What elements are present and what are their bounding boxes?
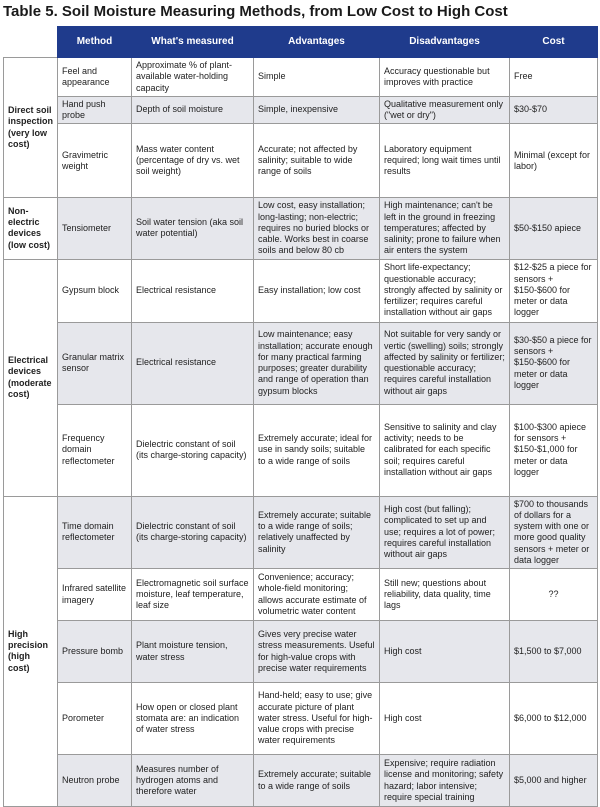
- advantages-cell: Easy installation; low cost: [254, 259, 380, 322]
- measured-cell: Electrical resistance: [132, 322, 254, 404]
- disadvantages-cell: High maintenance; can't be left in the ground in freezing temperatures; affected by salinity; prone to failure when air enters the system: [380, 198, 510, 259]
- category-cell: Direct soil inspection (very low cost): [4, 58, 58, 198]
- method-cell: Time domain reflectometer: [58, 496, 132, 569]
- method-cell: Gravimetric weight: [58, 124, 132, 198]
- category-cell: Electrical devices (moderate cost): [4, 259, 58, 496]
- disadvantages-cell: Sensitive to salinity and clay activity; needs to be calibrated for each specific soil; requires careful installation without air gaps: [380, 404, 510, 496]
- category-cell: High precision (high cost): [4, 496, 58, 807]
- method-cell: Tensiometer: [58, 198, 132, 259]
- advantages-cell: Convenience; accuracy; whole-field monitoring; allows accurate estimate of volumetric water content: [254, 569, 380, 621]
- table-row: [4, 569, 598, 621]
- table-row: [4, 198, 598, 259]
- advantages-cell: Extremely accurate; suitable to a wide range of soils: [254, 755, 380, 807]
- measured-cell: Depth of soil moisture: [132, 96, 254, 124]
- header-disadvantages: Disadvantages: [380, 27, 510, 58]
- disadvantages-cell: Accuracy questionable but improves with practice: [380, 58, 510, 97]
- disadvantages-cell: Expensive; require radiation license and monitoring; safety hazard; labor intensive; require special training: [380, 755, 510, 807]
- cost-cell: $50-$150 apiece: [510, 198, 598, 259]
- method-cell: Frequency domain reflectometer: [58, 404, 132, 496]
- table-row: [4, 496, 598, 569]
- advantages-cell: Simple: [254, 58, 380, 97]
- measured-cell: Measures number of hydrogen atoms and therefore water: [132, 755, 254, 807]
- header-measured: What's measured: [132, 27, 254, 58]
- advantages-cell: Simple, inexpensive: [254, 96, 380, 124]
- advantages-cell: Extremely accurate; suitable to a wide range of soils; relatively unaffected by salinity: [254, 496, 380, 569]
- disadvantages-cell: High cost: [380, 621, 510, 683]
- advantages-cell: Low cost, easy installation; long-lasting; non-electric; requires no buried blocks or cable. Works best in coarse soils and below 80 cb: [254, 198, 380, 259]
- table-row: [4, 322, 598, 404]
- header-method: Method: [58, 27, 132, 58]
- cost-cell: $100-$300 apiece for sensors + $150-$1,000 for meter or data logger: [510, 404, 598, 496]
- disadvantages-cell: High cost (but falling); complicated to set up and use; requires a lot of power; requires careful installation without air gaps: [380, 496, 510, 569]
- soil-moisture-table: [3, 26, 598, 807]
- method-cell: Pressure bomb: [58, 621, 132, 683]
- cost-cell: $12-$25 a piece for sensors + $150-$600 for meter or data logger: [510, 259, 598, 322]
- cost-cell: $1,500 to $7,000: [510, 621, 598, 683]
- measured-cell: Soil water tension (aka soil water potential): [132, 198, 254, 259]
- measured-cell: How open or closed plant stomata are: an indication of water stress: [132, 683, 254, 755]
- measured-cell: Dielectric constant of soil (its charge-storing capacity): [132, 404, 254, 496]
- cost-cell: Free: [510, 58, 598, 97]
- disadvantages-cell: High cost: [380, 683, 510, 755]
- measured-cell: Dielectric constant of soil (its charge-storing capacity): [132, 496, 254, 569]
- table-row: [4, 124, 598, 198]
- cost-cell: Minimal (except for labor): [510, 124, 598, 198]
- header-row: [4, 27, 598, 58]
- cost-cell: $700 to thousands of dollars for a system with one or more good quality sensors + meter or data logger: [510, 496, 598, 569]
- method-cell: Gypsum block: [58, 259, 132, 322]
- advantages-cell: Hand-held; easy to use; give accurate picture of plant water stress. Useful for high-value crops with precise water requirements: [254, 683, 380, 755]
- cost-cell: $30-$70: [510, 96, 598, 124]
- cost-cell: $6,000 to $12,000: [510, 683, 598, 755]
- advantages-cell: Extremely accurate; ideal for use in sandy soils; suitable to a wide range of soils: [254, 404, 380, 496]
- measured-cell: Mass water content (percentage of dry vs. wet soil weight): [132, 124, 254, 198]
- advantages-cell: Accurate; not affected by salinity; suitable to wide range of soils: [254, 124, 380, 198]
- table-row: [4, 683, 598, 755]
- method-cell: Infrared satellite imagery: [58, 569, 132, 621]
- table-row: [4, 621, 598, 683]
- method-cell: Feel and appearance: [58, 58, 132, 97]
- category-cell: Non-electric devices (low cost): [4, 198, 58, 259]
- measured-cell: Plant moisture tension, water stress: [132, 621, 254, 683]
- measured-cell: Approximate % of plant-available water-holding capacity: [132, 58, 254, 97]
- disadvantages-cell: Laboratory equipment required; long wait times until results: [380, 124, 510, 198]
- header-blank: [4, 27, 58, 58]
- method-cell: Granular matrix sensor: [58, 322, 132, 404]
- header-advantages: Advantages: [254, 27, 380, 58]
- disadvantages-cell: Not suitable for very sandy or vertic (swelling) soils; strongly affected by salinity or fertilizer; questionable accuracy; requires careful installation without air gaps: [380, 322, 510, 404]
- disadvantages-cell: Still new; questions about reliability, data quality, time lags: [380, 569, 510, 621]
- table-row: [4, 404, 598, 496]
- table-row: [4, 755, 598, 807]
- advantages-cell: Low maintenance; easy installation; accurate enough for many practical farming purposes; greater durability and range of operation than gypsum blocks: [254, 322, 380, 404]
- table-title: Table 5. Soil Moisture Measuring Methods, from Low Cost to High Cost: [3, 3, 508, 20]
- table-row: [4, 96, 598, 124]
- method-cell: Porometer: [58, 683, 132, 755]
- advantages-cell: Gives very precise water stress measurements. Useful for high-value crops with precise water requirements: [254, 621, 380, 683]
- disadvantages-cell: Short life-expectancy; questionable accuracy; strongly affected by salinity or fertilizer; requires careful installation without air gaps: [380, 259, 510, 322]
- method-cell: Neutron probe: [58, 755, 132, 807]
- cost-cell: $30-$50 a piece for sensors + $150-$600 for meter or data logger: [510, 322, 598, 404]
- method-cell: Hand push probe: [58, 96, 132, 124]
- cost-cell: ??: [510, 569, 598, 621]
- header-cost: Cost: [510, 27, 598, 58]
- measured-cell: Electrical resistance: [132, 259, 254, 322]
- table-row: [4, 259, 598, 322]
- table-row: [4, 58, 598, 97]
- cost-cell: $5,000 and higher: [510, 755, 598, 807]
- measured-cell: Electromagnetic soil surface moisture, leaf temperature, leaf size: [132, 569, 254, 621]
- disadvantages-cell: Qualitative measurement only ("wet or dry"): [380, 96, 510, 124]
